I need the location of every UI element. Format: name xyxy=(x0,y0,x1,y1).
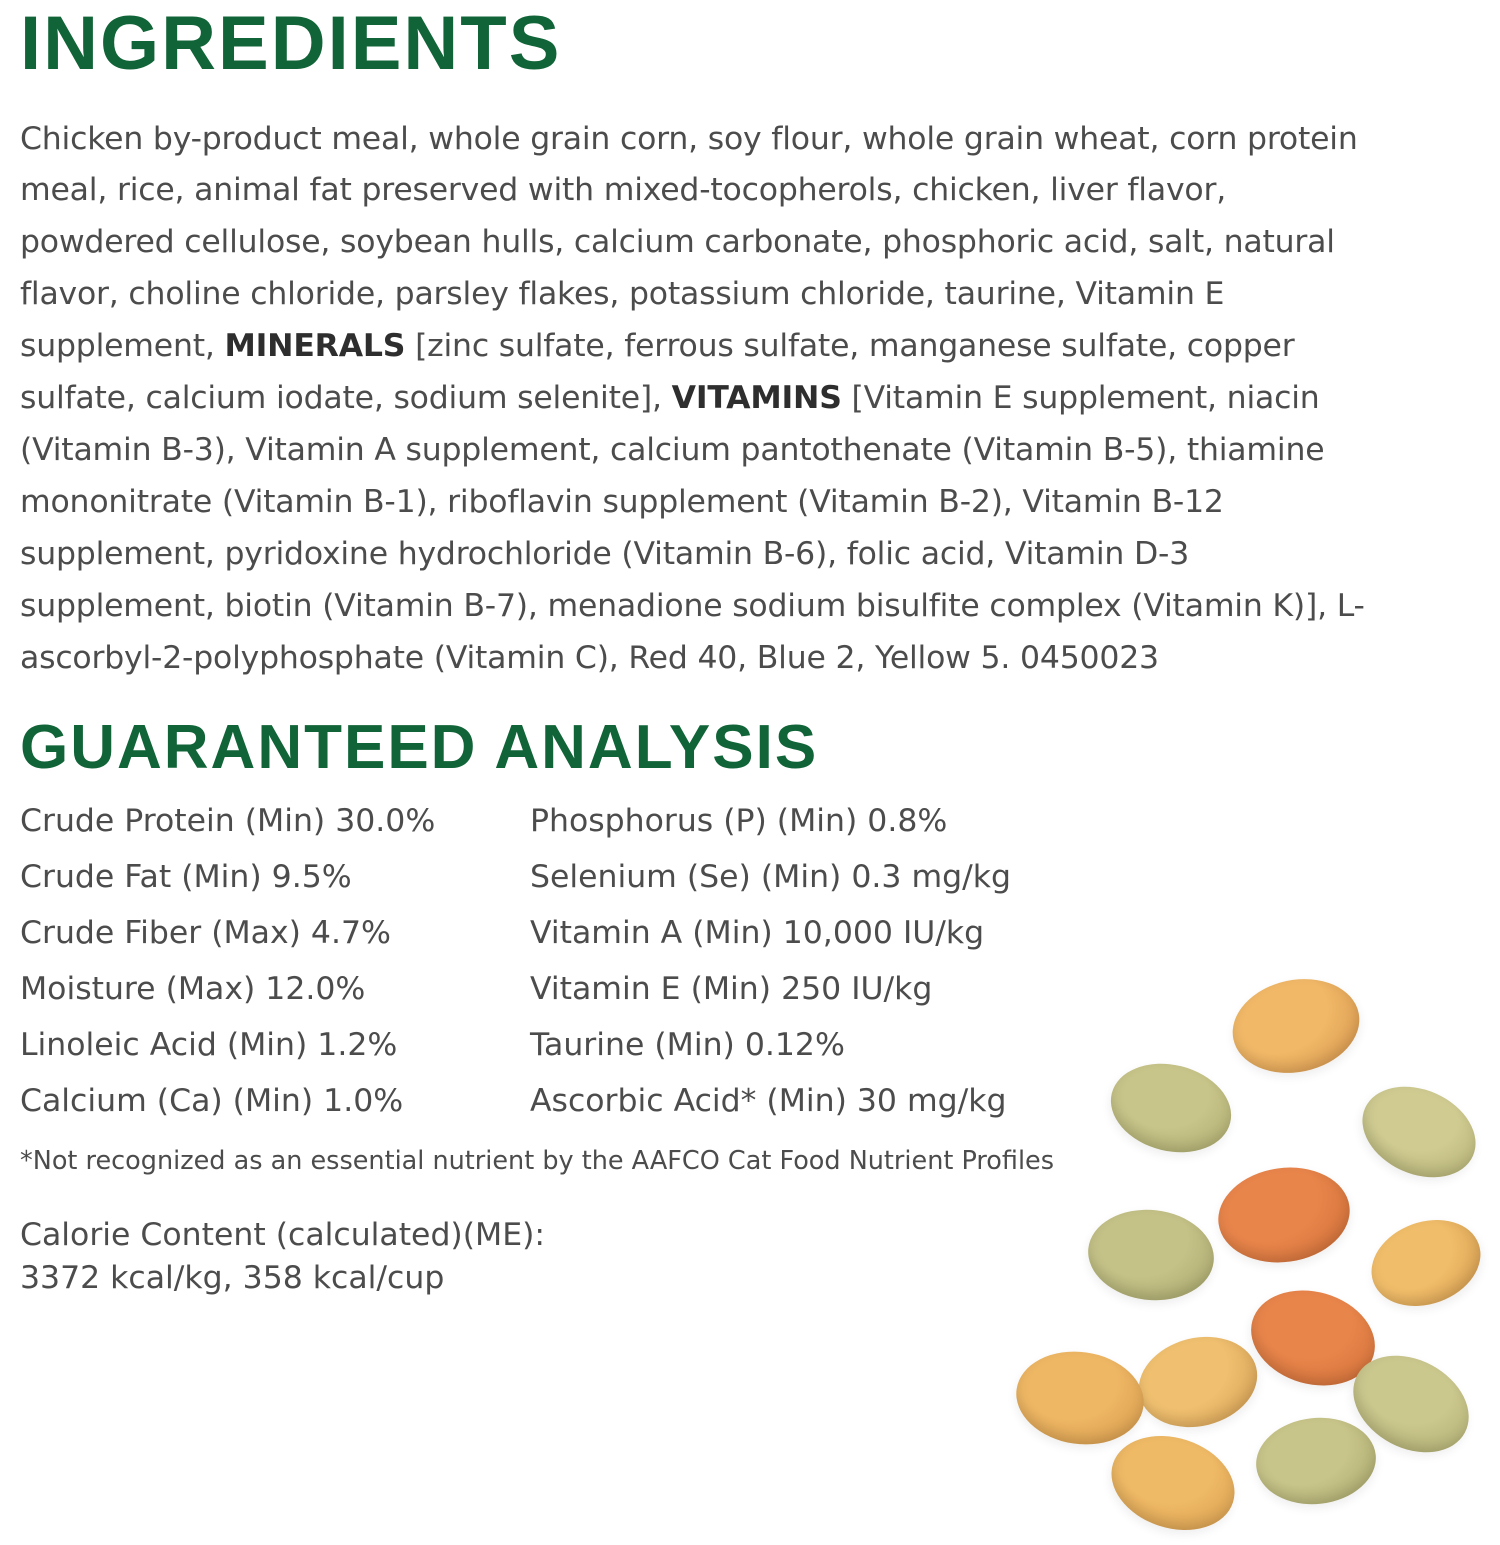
analysis-row: Linoleic Acid (Min) 1.2% xyxy=(20,1026,398,1063)
kibble-piece xyxy=(1336,1337,1485,1472)
kibble-piece xyxy=(1099,1421,1247,1545)
analysis-row: Phosphorus (P) (Min) 0.8% xyxy=(530,802,948,839)
analysis-footnote: *Not recognized as an essential nutrient by the AAFCO Cat Food Nutrient Profiles xyxy=(20,1146,1055,1177)
ingredients-vitamins-label: VITAMINS xyxy=(671,380,842,417)
calorie-content-line-2: 3372 kcal/kg, 358 kcal/cup xyxy=(20,1259,445,1296)
guaranteed-analysis-heading: GUARANTEED ANALYSIS xyxy=(20,712,819,782)
guaranteed-analysis-table xyxy=(20,793,1140,1129)
kibble-piece xyxy=(1252,1412,1380,1510)
analysis-row: Crude Fiber (Max) 4.7% xyxy=(20,914,391,951)
ingredients-heading: INGREDIENTS xyxy=(20,1,562,86)
analysis-row: Vitamin E (Min) 250 IU/kg xyxy=(530,970,933,1007)
kibble-piece xyxy=(1224,968,1368,1085)
ingredients-minerals-label: MINERALS xyxy=(224,328,406,365)
ingredients-text-part-1: Chicken by-product meal, whole grain corn, soy flour, whole grain wheat, corn protein meal, rice, animal fat preserved with mixed-tocopherols, chicken, liver flavor, powdered cellulose, soybean hulls, calcium carbonate, phosphoric acid, salt, natural flavor, choline chloride, parsley flakes, potassium chloride, taurine, Vitamin E supplement, xyxy=(20,120,1358,365)
analysis-row: Selenium (Se) (Min) 0.3 mg/kg xyxy=(530,858,1011,895)
ingredients-paragraph xyxy=(20,114,1380,686)
calorie-content-block xyxy=(20,1214,1480,1299)
kibble-piece xyxy=(1010,1344,1150,1453)
analysis-row: Ascorbic Acid* (Min) 30 mg/kg xyxy=(530,1082,1007,1119)
calorie-content-line-1: Calorie Content (calculated)(ME): xyxy=(20,1217,545,1254)
kibble-piece xyxy=(1129,1325,1267,1439)
analysis-right-column xyxy=(530,793,1140,1129)
analysis-row: Crude Fat (Min) 9.5% xyxy=(20,858,352,895)
analysis-row: Moisture (Max) 12.0% xyxy=(20,970,366,1007)
analysis-row: Taurine (Min) 0.12% xyxy=(530,1026,845,1063)
analysis-row: Crude Protein (Min) 30.0% xyxy=(20,802,436,839)
analysis-row: Vitamin A (Min) 10,000 IU/kg xyxy=(530,914,985,951)
ingredients-text-part-2: [zinc sulfate, ferrous sulfate, manganese sulfate, copper sulfate, calcium iodate, sodium selenite], xyxy=(20,328,1295,417)
analysis-left-column xyxy=(20,793,530,1129)
ingredients-text-part-3: [Vitamin E supplement, niacin (Vitamin B-3), Vitamin A supplement, calcium pantothenate (Vitamin B-5), thiamine mononitrate (Vitamin B-1), riboflavin supplement (Vitamin B-2), Vitamin B-12 supplement, pyridoxine hydrochloride (Vitamin B-6), folic acid, Vitamin D-3 supplement, biotin (Vitamin B-7), menadione sodium bisulfite complex (Vitamin K)], L-ascorbyl-2-polyphosphate (Vitamin C), Red 40, Blue 2, Yellow 5. 0450023 xyxy=(20,380,1365,677)
analysis-row: Calcium (Ca) (Min) 1.0% xyxy=(20,1082,404,1119)
